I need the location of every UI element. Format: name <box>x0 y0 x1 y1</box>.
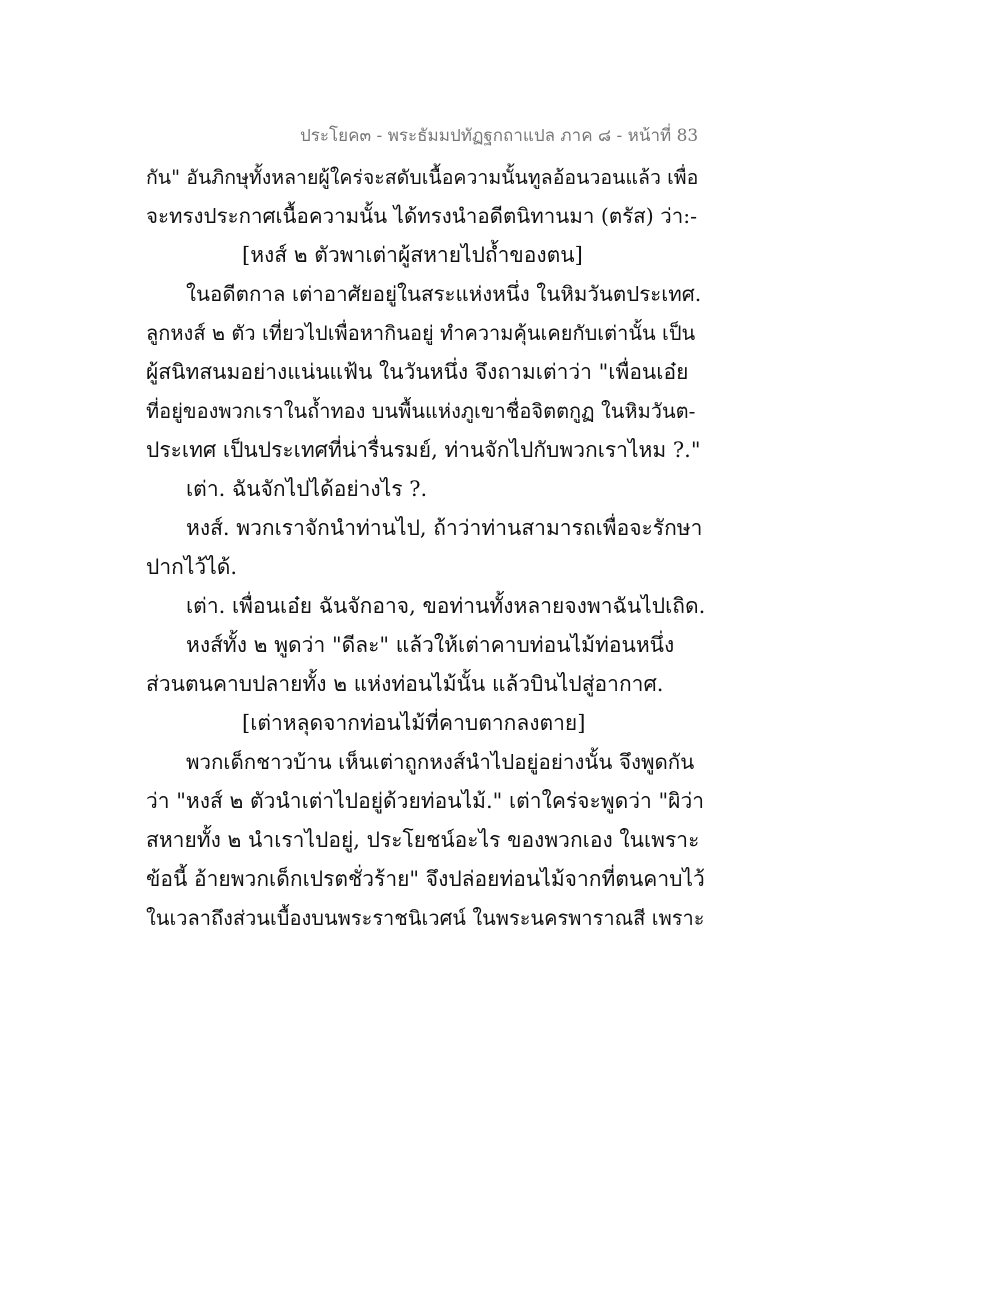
text-line-7: ที่อยู่ของพวกเราในถ้ำทอง บนพื้นแห่งภูเขาชื่อจิตตกูฏ ในหิมวันต- <box>146 399 696 423</box>
text-line-6: ผู้สนิทสนมอย่างแน่นแฟ้น ในวันหนึ่ง จึงถามเต่าว่า "เพื่อนเอ๋ย <box>146 360 689 384</box>
body-text <box>146 158 706 938</box>
text-line-4: ในอดีตกาล เต่าอาศัยอยู่ในสระแห่งหนึ่ง ในหิมวันตประเทศ. <box>186 282 702 306</box>
text-line-10: หงส์. พวกเราจักนำท่านไป, ถ้าว่าท่านสามารถเพื่อจะรักษา <box>186 516 703 540</box>
section-heading-2: [เต่าหลุดจากท่อนไม้ที่คาบตากลงตาย] <box>242 711 586 735</box>
running-header: ประโยค๓ - พระธัมมปทัฏฐกถาแปล ภาค ๘ - หน้าที่ 83 <box>300 126 699 146</box>
text-line-18: สหายทั้ง ๒ นำเราไปอยู่, ประโยชน์อะไร ของพวกเอง ในเพราะ <box>146 828 700 852</box>
text-line-12: เต่า. เพื่อนเอ๋ย ฉันจักอาจ, ขอท่านทั้งหลายจงพาฉันไปเถิด. <box>186 594 706 618</box>
text-line-2: จะทรงประกาศเนื้อความนั้น ได้ทรงนำอดีตนิทานมา (ตรัส) ว่า:- <box>146 204 698 228</box>
text-line-11: ปากไว้ได้. <box>146 555 238 579</box>
text-line-8: ประเทศ เป็นประเทศที่น่ารื่นรมย์, ท่านจักไปกับพวกเราไหม ?." <box>146 438 701 462</box>
text-line-20: ในเวลาถึงส่วนเบื้องบนพระราชนิเวศน์ ในพระนครพาราณสี เพราะ <box>146 906 705 930</box>
text-line-9: เต่า. ฉันจักไปได้อย่างไร ?. <box>186 477 428 501</box>
section-heading-1: [หงส์ ๒ ตัวพาเต่าผู้สหายไปถ้ำของตน] <box>242 243 583 267</box>
text-line-13: หงส์ทั้ง ๒ พูดว่า "ดีละ" แล้วให้เต่าคาบท่อนไม้ท่อนหนึ่ง <box>186 633 675 657</box>
text-line-17: ว่า "หงส์ ๒ ตัวนำเต่าไปอยู่ด้วยท่อนไม้." เต่าใคร่จะพูดว่า "ผิว่า <box>146 789 705 813</box>
text-line-19: ข้อนี้ อ้ายพวกเด็กเปรตชั่วร้าย" จึงปล่อยท่อนไม้จากที่ตนคาบไว้ <box>146 867 705 891</box>
text-line-5: ลูกหงส์ ๒ ตัว เที่ยวไปเพื่อหากินอยู่ ทำความคุ้นเคยกับเต่านั้น เป็น <box>146 321 696 345</box>
text-line-16: พวกเด็กชาวบ้าน เห็นเต่าถูกหงส์นำไปอยู่อย่างนั้น จึงพูดกัน <box>186 750 695 774</box>
text-line-1: กัน" อันภิกษุทั้งหลายผู้ใคร่จะสดับเนื้อความนั้นทูลอ้อนวอนแล้ว เพื่อ <box>146 166 699 189</box>
text-line-14: ส่วนตนคาบปลายทั้ง ๒ แห่งท่อนไม้นั้น แล้วบินไปสู่อากาศ. <box>146 672 664 696</box>
